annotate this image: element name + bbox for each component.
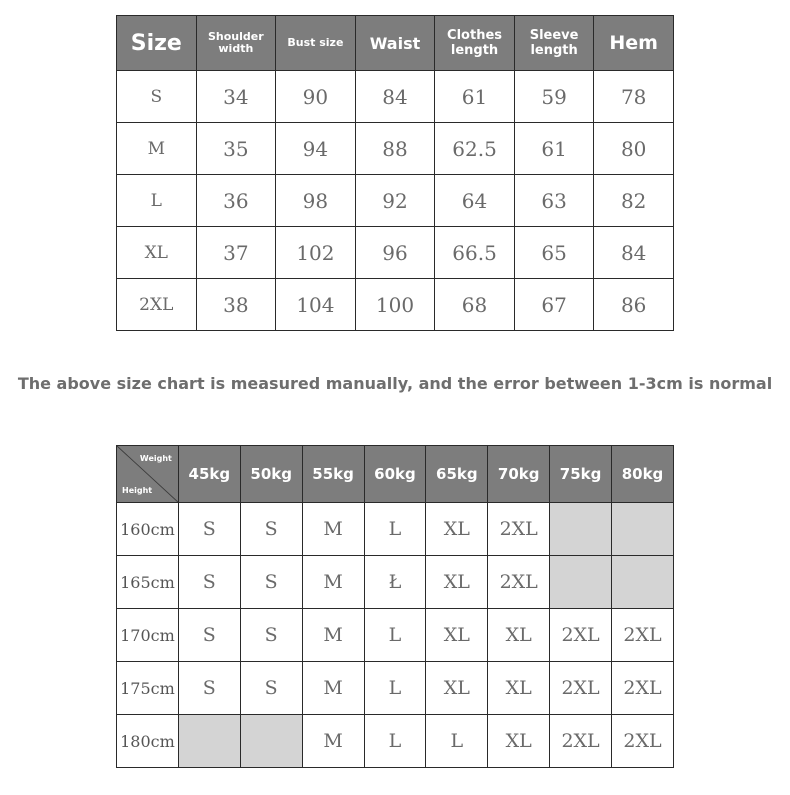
corner-weight-label: Weight [139, 454, 172, 463]
measurement-cell: 37 [196, 227, 276, 279]
recommended-size-cell: XL [426, 503, 488, 556]
size-chart-row [117, 71, 674, 123]
measurement-cell: 64 [435, 175, 515, 227]
measurement-cell: 35 [196, 123, 276, 175]
measurement-cell: 68 [435, 279, 515, 331]
size-label-cell: 2XL [117, 279, 197, 331]
measurement-cell: 84 [355, 71, 435, 123]
measurement-cell: 102 [276, 227, 356, 279]
weight-header: 55kg [302, 446, 364, 503]
size-label-cell: S [117, 71, 197, 123]
recommended-size-cell: S [178, 609, 240, 662]
weight-header: 60kg [364, 446, 426, 503]
measurement-cell: 63 [514, 175, 594, 227]
size-chart-row [117, 227, 674, 279]
size-chart-row [117, 123, 674, 175]
bust-size-header: Bust size [276, 16, 356, 71]
measurement-cell: 92 [355, 175, 435, 227]
measurement-note: The above size chart is measured manually, and the error between 1-3cm is normal [17, 374, 773, 393]
measurement-cell: 86 [594, 279, 674, 331]
unavailable-cell [612, 556, 674, 609]
recommended-size-cell: L [364, 609, 426, 662]
measurement-cell: 62.5 [435, 123, 515, 175]
measurement-cell: 61 [435, 71, 515, 123]
measurement-cell: 38 [196, 279, 276, 331]
size-label-cell: L [117, 175, 197, 227]
recommended-size-cell: S [178, 662, 240, 715]
measurement-cell: 94 [276, 123, 356, 175]
recommended-size-cell: 2XL [550, 662, 612, 715]
measurement-cell: 59 [514, 71, 594, 123]
size-chart-table [116, 15, 674, 331]
weight-header: 45kg [178, 446, 240, 503]
recommended-size-cell: 2XL [612, 662, 674, 715]
fit-chart-row [117, 556, 674, 609]
height-label-cell: 180cm [117, 715, 179, 768]
recommended-size-cell: Ł [364, 556, 426, 609]
recommended-size-cell: S [240, 503, 302, 556]
fit-chart-row [117, 715, 674, 768]
weight-header: 80kg [612, 446, 674, 503]
recommended-size-cell: 2XL [488, 556, 550, 609]
recommended-size-cell: M [302, 556, 364, 609]
measurement-cell: 100 [355, 279, 435, 331]
measurement-cell: 98 [276, 175, 356, 227]
unavailable-cell [550, 556, 612, 609]
measurement-cell: 104 [276, 279, 356, 331]
fit-chart-row [117, 609, 674, 662]
weight-header: 50kg [240, 446, 302, 503]
recommended-size-cell: 2XL [612, 609, 674, 662]
measurement-cell: 78 [594, 71, 674, 123]
height-label-cell: 175cm [117, 662, 179, 715]
recommended-size-cell: M [302, 662, 364, 715]
unavailable-cell [550, 503, 612, 556]
recommended-size-cell: XL [426, 609, 488, 662]
recommended-size-cell: XL [426, 556, 488, 609]
weight-height-corner [117, 446, 179, 503]
recommended-size-cell: 2XL [612, 715, 674, 768]
recommended-size-cell: M [302, 503, 364, 556]
size-chart-row [117, 279, 674, 331]
recommended-size-cell: M [302, 609, 364, 662]
recommended-size-cell: L [364, 715, 426, 768]
hem-header: Hem [594, 16, 674, 71]
size-label-cell: M [117, 123, 197, 175]
recommended-size-cell: 2XL [550, 609, 612, 662]
fit-chart-row [117, 662, 674, 715]
height-label-cell: 160cm [117, 503, 179, 556]
recommended-size-cell: L [426, 715, 488, 768]
weight-header: 75kg [550, 446, 612, 503]
unavailable-cell [612, 503, 674, 556]
unavailable-cell [240, 715, 302, 768]
measurement-cell: 88 [355, 123, 435, 175]
shoulder-width-header: Shoulder width [196, 16, 276, 71]
size-fit-table [116, 445, 674, 768]
measurement-cell: 65 [514, 227, 594, 279]
measurement-cell: 84 [594, 227, 674, 279]
measurement-cell: 34 [196, 71, 276, 123]
measurement-cell: 61 [514, 123, 594, 175]
measurement-cell: 80 [594, 123, 674, 175]
recommended-size-cell: 2XL [488, 503, 550, 556]
size-chart-header-row [117, 16, 674, 71]
recommended-size-cell: L [364, 662, 426, 715]
measurement-cell: 66.5 [435, 227, 515, 279]
clothes-length-header: Clothes length [435, 16, 515, 71]
measurement-cell: 90 [276, 71, 356, 123]
recommended-size-cell: S [240, 609, 302, 662]
recommended-size-cell: XL [488, 662, 550, 715]
corner-height-label: Height [122, 486, 153, 495]
measurement-cell: 96 [355, 227, 435, 279]
sleeve-length-header: Sleeve length [514, 16, 594, 71]
recommended-size-cell: S [178, 556, 240, 609]
size-chart-row [117, 175, 674, 227]
weight-header: 70kg [488, 446, 550, 503]
height-label-cell: 165cm [117, 556, 179, 609]
height-label-cell: 170cm [117, 609, 179, 662]
recommended-size-cell: S [240, 662, 302, 715]
recommended-size-cell: S [178, 503, 240, 556]
recommended-size-cell: XL [426, 662, 488, 715]
fit-chart-header-row [117, 446, 674, 503]
recommended-size-cell: L [364, 503, 426, 556]
measurement-cell: 67 [514, 279, 594, 331]
size-label-cell: XL [117, 227, 197, 279]
recommended-size-cell: XL [488, 609, 550, 662]
recommended-size-cell: M [302, 715, 364, 768]
recommended-size-cell: S [240, 556, 302, 609]
fit-chart-row [117, 503, 674, 556]
measurement-cell: 82 [594, 175, 674, 227]
recommended-size-cell: XL [488, 715, 550, 768]
unavailable-cell [178, 715, 240, 768]
size-header: Size [117, 16, 197, 71]
waist-header: Waist [355, 16, 435, 71]
measurement-cell: 36 [196, 175, 276, 227]
recommended-size-cell: 2XL [550, 715, 612, 768]
weight-header: 65kg [426, 446, 488, 503]
